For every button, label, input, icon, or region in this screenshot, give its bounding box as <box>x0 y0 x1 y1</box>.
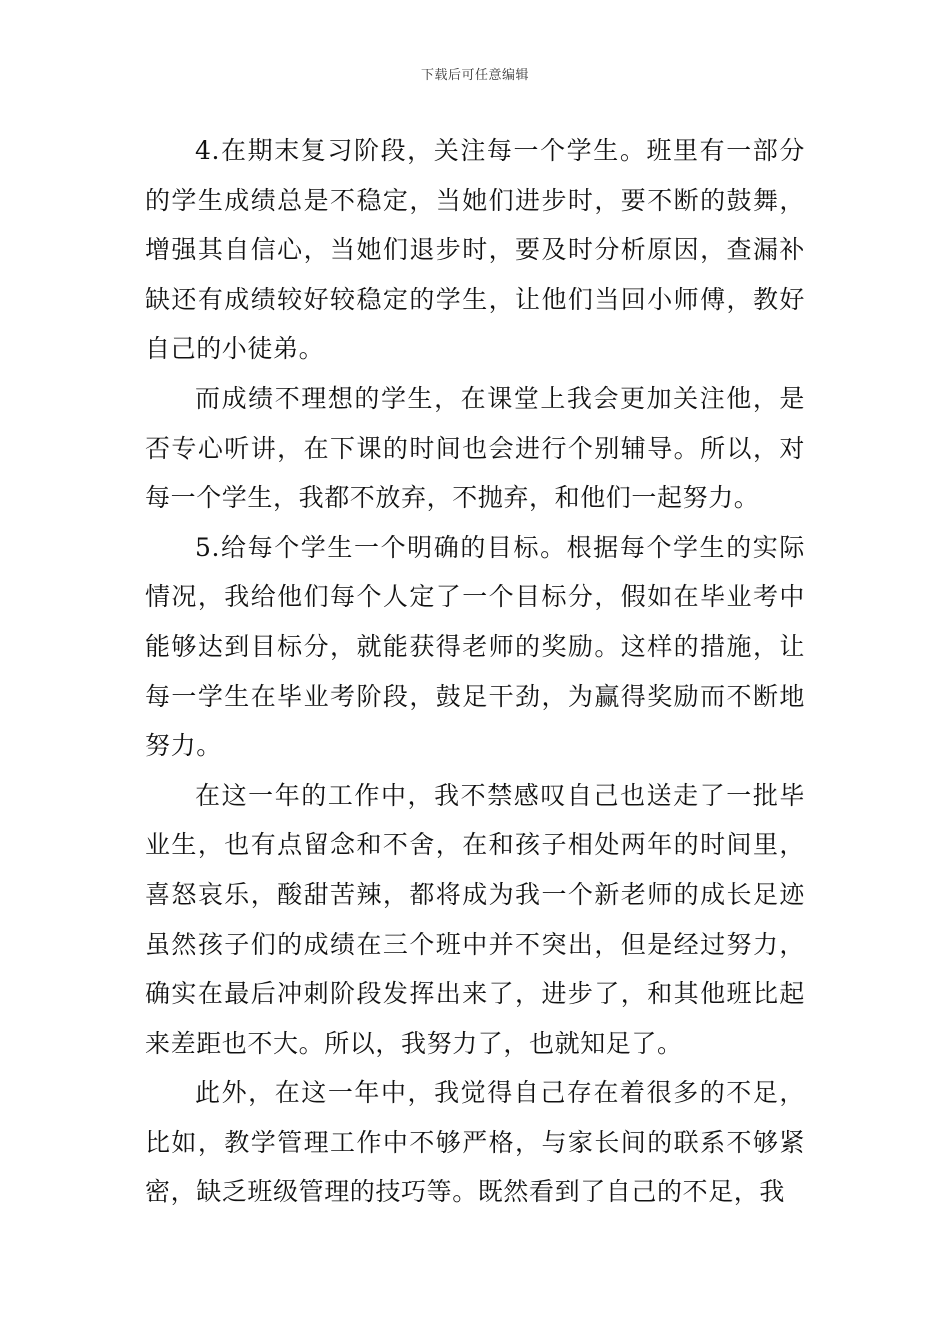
paragraph-3: 5.给每个学生一个明确的目标。根据每个学生的实际情况，我给他们每个人定了一个目标分，假如在毕业考中能够达到目标分，就能获得老师的奖励。这样的措施，让每一学生在毕业考阶段，鼓足干劲，为赢得奖励而不断地努力。 <box>145 532 805 761</box>
paragraph-2: 而成绩不理想的学生，在课堂上我会更加关注他，是否专心听讲，在下课的时间也会进行个别辅导。所以，对每一个学生，我都不放弃，不抛弃，和他们一起努力。 <box>145 383 805 513</box>
page-header: 下载后可任意编辑 <box>420 68 529 83</box>
paragraph-5: 此外，在这一年中，我觉得自己存在着很多的不足，比如，教学管理工作中不够严格，与家长间的联系不够紧密，缺乏班级管理的技巧等。既然看到了自己的不足，我 <box>145 1078 805 1207</box>
paragraph-4: 在这一年的工作中，我不禁感叹自己也送走了一批毕业生，也有点留念和不舍，在和孩子相处两年的时间里，喜怒哀乐，酸甜苦辣，都将成为我一个新老师的成长足迹虽然孩子们的成绩在三个班中并不突出，但是经过努力，确实在最后冲刺阶段发挥出来了，进步了，和其他班比起来差距也不大。所以，我努力了，也就知足了。 <box>145 780 805 1058</box>
paragraph-1: 4.在期末复习阶段，关注每一个学生。班里有一部分的学生成绩总是不稳定，当她们进步时，要不断的鼓舞，增强其自信心，当她们退步时，要及时分析原因，查漏补缺还有成绩较好较稳定的学生，让他们当回小师傅，教好自己的小徒弟。 <box>145 136 805 364</box>
document-body <box>145 126 805 1217</box>
